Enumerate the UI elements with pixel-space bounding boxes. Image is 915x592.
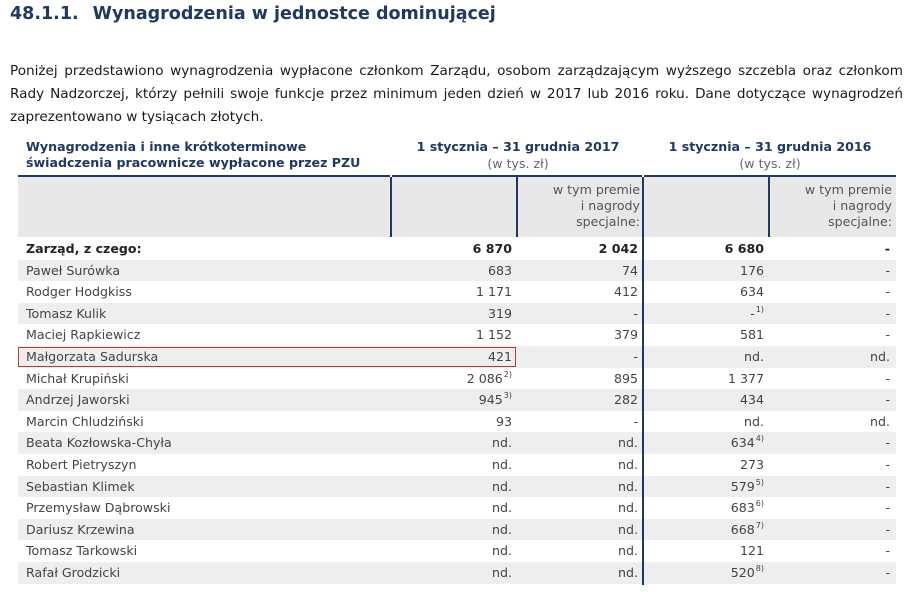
bonus-2016-cell: - [885, 262, 890, 278]
bonus-2017-cell: - [633, 349, 638, 364]
remuneration-2016-cell: 520$^{8)}$ [730, 564, 764, 580]
person-name-cell: Tomasz Kulik [26, 305, 107, 321]
unit-2016-label: (w tys. zł) [739, 156, 801, 171]
bonus-2016-cell: - [885, 543, 890, 559]
unit-2017-label: (w tys. zł) [487, 156, 549, 171]
table-row [18, 454, 896, 476]
table-row [18, 389, 896, 411]
period-2016-header: 1 stycznia – 31 grudnia 2016 [668, 139, 872, 154]
remuneration-2017-cell: nd. [492, 500, 512, 516]
bonus-2016-cell: - [884, 241, 890, 256]
column-separator [516, 177, 518, 237]
remuneration-table [18, 134, 898, 584]
bonus-2016-cell: - [885, 392, 890, 408]
remuneration-2016-cell: 683$^{6)}$ [730, 499, 764, 516]
table-row [18, 562, 896, 584]
remuneration-2016-cell: 273 [739, 457, 764, 472]
bonus-2016-label [805, 182, 892, 230]
remuneration-2017-cell: 319 [487, 305, 512, 321]
footnote-marker: 8) [755, 564, 764, 573]
bonus-2017-cell: nd. [618, 457, 638, 472]
bonus-2017-cell: nd. [618, 521, 638, 537]
remuneration-2017-cell: nd. [492, 543, 512, 559]
table-row [18, 411, 896, 433]
bonus-2017-cell: 412 [613, 284, 638, 300]
person-name-cell: Rodger Hodgkiss [26, 284, 132, 300]
table-row [18, 519, 896, 541]
bonus-2017-cell: nd. [618, 543, 638, 559]
bonus-2016-cell: - [885, 500, 890, 516]
footnote-marker: 5) [755, 477, 764, 487]
footnote-marker: 2) [503, 369, 512, 379]
remuneration-2016-cell: 1 377 [727, 370, 764, 386]
person-name-cell: Rafał Grodzicki [26, 565, 121, 580]
bonus-label-line: i nagrody [832, 198, 892, 213]
bonus-2016-cell: - [885, 521, 890, 537]
section-heading [10, 4, 496, 24]
person-name-cell: Marcin Chludziński [26, 413, 144, 429]
remuneration-2016-cell: nd. [744, 413, 764, 429]
bonus-2017-cell: - [633, 305, 638, 321]
footnote-marker: 3) [503, 391, 512, 401]
person-name-cell: Michał Krupiński [26, 370, 129, 386]
table-row [18, 476, 896, 498]
column-label [26, 139, 360, 171]
bonus-2016-cell: - [885, 565, 890, 580]
column-label-line: świadczenia pracownicze wypłacone przez PZU [26, 155, 361, 170]
person-name-cell: Przemysław Dąbrowski [26, 500, 171, 516]
person-name-cell: Robert Pietryszyn [26, 457, 137, 472]
remuneration-2017-cell: 1 171 [475, 284, 512, 300]
table-row [18, 368, 896, 390]
remuneration-2017-cell: 1 152 [475, 327, 512, 343]
remuneration-2016-cell: 634 [739, 284, 764, 300]
bonus-2016-cell: - [885, 327, 890, 343]
remuneration-2017-cell: nd. [492, 457, 512, 472]
person-name-cell: Paweł Surówka [26, 262, 121, 278]
person-name-cell: Dariusz Krzewina [26, 521, 135, 537]
bonus-2016-cell: nd. [870, 413, 890, 429]
period-2017-header: 1 stycznia – 31 grudnia 2017 [416, 139, 620, 154]
table-row [18, 497, 896, 519]
remuneration-2016-cell: 434 [739, 392, 764, 408]
subheader-band [18, 177, 896, 237]
remuneration-2016-cell: 668$^{7)}$ [730, 520, 764, 537]
column-label-line: Wynagrodzenia i inne krótkoterminowe [26, 139, 307, 154]
table-row [18, 303, 896, 325]
bonus-2017-cell: - [633, 413, 638, 429]
table-row [18, 432, 896, 454]
person-name-cell: Zarząd, z czego: [26, 241, 142, 256]
bonus-label-line: specjalne: [828, 214, 892, 229]
remuneration-2016-cell: 6 680 [724, 241, 764, 256]
bonus-2017-label [553, 182, 640, 230]
bonus-2017-cell: 895 [613, 370, 638, 386]
section-title: Wynagrodzenia w jednostce dominującej [92, 4, 496, 24]
remuneration-2017-cell: nd. [492, 435, 512, 451]
remuneration-2016-cell: 579$^{5)}$ [730, 477, 764, 494]
table-row [18, 346, 896, 368]
intro-paragraph: Poniżej przedstawiono wynagrodzenia wypłacone członkom Zarządu, osobom zarządzającym wyższego szczebla oraz członkom Rady Nadzorczej, którzy pełnili swoje funkcje przez minimum jeden dzień w 2017 lub 2016 roku. Dane dotyczące wynagrodzeń zaprezentowano w tysiącach złotych. [10, 63, 903, 125]
bonus-label-line: w tym premie [804, 182, 892, 197]
bonus-2017-cell: nd. [618, 435, 638, 451]
highlight-box [18, 347, 516, 367]
remuneration-2017-cell: 421 [487, 349, 512, 364]
remuneration-2017-cell: 945$^{3)}$ [478, 391, 512, 408]
person-name-cell: Tomasz Tarkowski [26, 543, 138, 559]
section-number: 48.1.1. [10, 4, 79, 24]
remuneration-2017-cell: 683 [487, 262, 512, 278]
remuneration-2016-cell: 634$^{4)}$ [730, 434, 764, 451]
remuneration-2017-cell: 6 870 [472, 241, 512, 256]
remuneration-2016-cell: nd. [744, 349, 764, 364]
person-name-cell: Małgorzata Sadurska [26, 349, 159, 364]
footnote-marker: 4) [755, 434, 764, 444]
bonus-2016-cell: - [885, 457, 890, 472]
person-name-cell: Beata Kozłowska-Chyła [26, 435, 172, 451]
footnote-marker: 6) [755, 499, 764, 509]
remuneration-2017-cell: nd. [492, 478, 512, 494]
person-name-cell: Sebastian Klimek [26, 478, 135, 494]
bonus-2016-cell: - [885, 370, 890, 386]
bonus-2017-cell: 379 [613, 327, 638, 343]
footnote-marker: 7) [755, 520, 764, 530]
bonus-2016-cell: - [885, 305, 890, 321]
bonus-2016-cell: - [885, 284, 890, 300]
bonus-2017-cell: 74 [621, 262, 638, 278]
bonus-label-line: specjalne: [576, 214, 640, 229]
remuneration-2017-cell: nd. [492, 565, 512, 580]
table-row [18, 260, 896, 282]
person-name-cell: Andrzej Jaworski [26, 392, 130, 408]
remuneration-2016-cell: 581 [739, 327, 764, 343]
table-row [18, 540, 896, 562]
bonus-2017-cell: 282 [613, 392, 638, 408]
bonus-label-line: i nagrody [580, 198, 640, 213]
bonus-2017-cell: nd. [618, 500, 638, 516]
remuneration-2017-cell: 2 086$^{2)}$ [466, 369, 512, 386]
bonus-label-line: w tym premie [552, 182, 640, 197]
remuneration-2016-cell: -$^{1)}$ [750, 304, 764, 321]
bonus-2017-cell: 2 042 [598, 241, 638, 256]
remuneration-2017-cell: nd. [492, 521, 512, 537]
column-separator [390, 177, 392, 237]
remuneration-2016-cell: 121 [739, 543, 764, 559]
table-row [18, 281, 896, 303]
bonus-2017-cell: nd. [618, 478, 638, 494]
bonus-2016-cell: nd. [870, 349, 890, 364]
remuneration-2016-cell: 176 [739, 262, 764, 278]
bonus-2016-cell: - [885, 435, 890, 451]
column-separator [768, 177, 770, 237]
bonus-2016-cell: - [885, 478, 890, 494]
table-row [18, 238, 896, 260]
bonus-2017-cell: nd. [618, 565, 638, 580]
footnote-marker: 1) [755, 304, 764, 314]
column-separator [642, 177, 644, 585]
table-row [18, 324, 896, 346]
person-name-cell: Maciej Rapkiewicz [26, 327, 141, 343]
remuneration-2017-cell: 93 [495, 413, 512, 429]
